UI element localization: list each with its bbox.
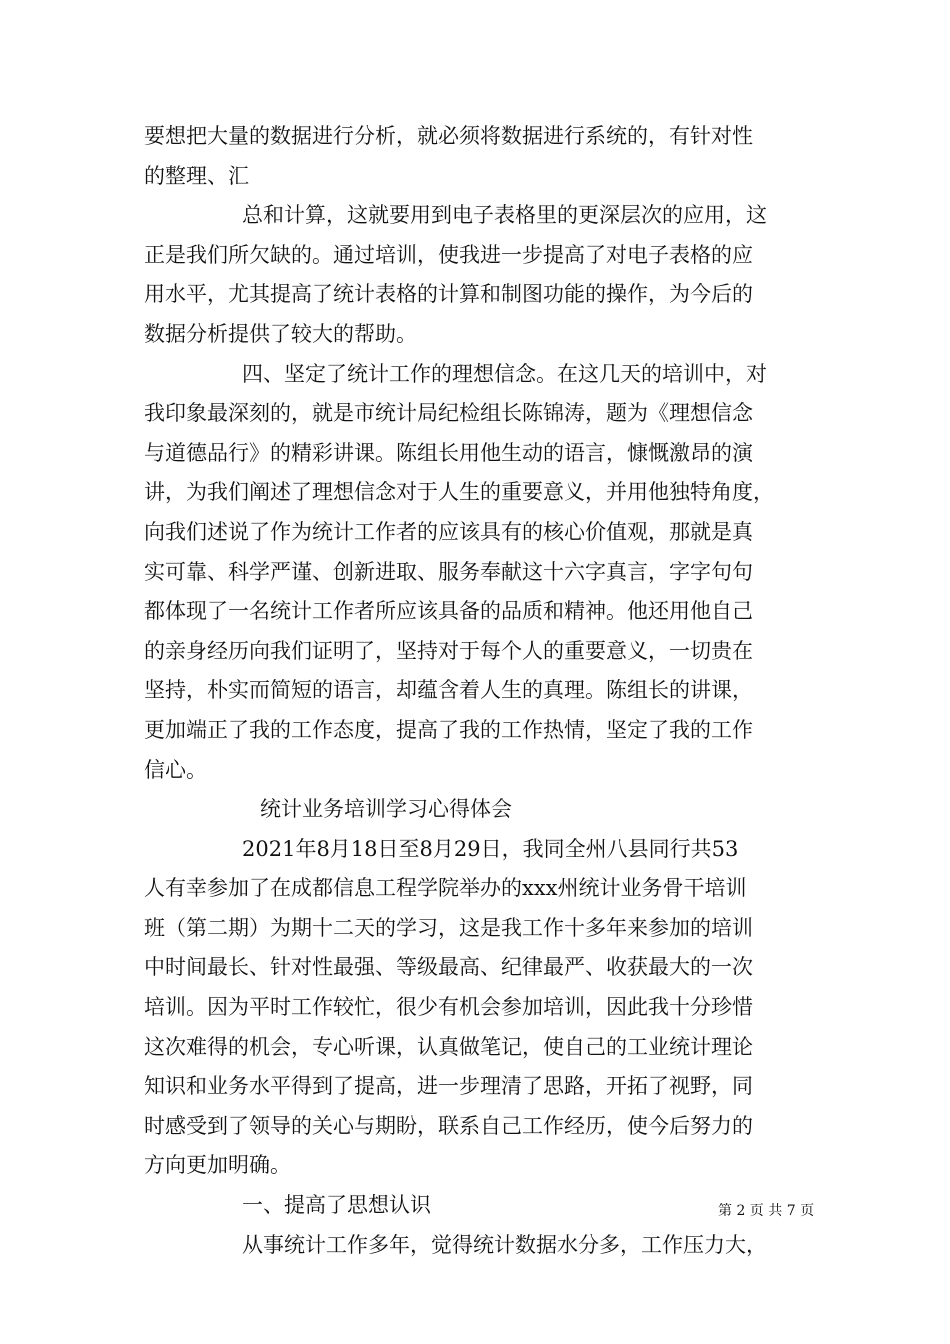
body-line: 从事统计工作多年，觉得统计数据水分多，工作压力大，	[242, 1232, 767, 1257]
body-line: 人有幸参加了在成都信息工程学院举办的xxx州统计业务骨干培训	[144, 876, 747, 901]
body-line: 班（第二期）为期十二天的学习，这是我工作十多年来参加的培训	[144, 915, 753, 940]
body-line: 实可靠、科学严谨、创新进取、服务奉献这十六字真言，字字句句	[144, 559, 753, 584]
body-line: 2021年8月18日至8月29日，我同全州八县同行共53	[242, 836, 739, 861]
body-line: 更加端正了我的工作态度，提高了我的工作热情，坚定了我的工作	[144, 717, 753, 742]
document-body	[144, 117, 824, 1265]
body-line: 用水平，尤其提高了统计表格的计算和制图功能的操作，为今后的	[144, 282, 753, 307]
article-title: 统计业务培训学习心得体会	[260, 797, 512, 822]
body-line: 与道德品行》的精彩讲课。陈组长用他生动的语言，慷慨激昂的演	[144, 440, 753, 465]
body-line: 向我们述说了作为统计工作者的应该具有的核心价值观，那就是真	[144, 519, 753, 544]
body-line: 正是我们所欠缺的。通过培训，使我进一步提高了对电子表格的应	[144, 242, 753, 267]
body-line: 总和计算，这就要用到电子表格里的更深层次的应用，这	[242, 203, 767, 228]
section-heading-line: 一、提高了思想认识	[242, 1193, 431, 1218]
body-line: 都体现了一名统计工作者所应该具备的品质和精神。他还用他自己	[144, 599, 753, 624]
body-line: 我印象最深刻的，就是市统计局纪检组长陈锦涛，题为《理想信念	[144, 401, 753, 426]
body-line: 时感受到了领导的关心与期盼，联系自己工作经历，使今后努力的	[144, 1113, 753, 1138]
body-line: 知识和业务水平得到了提高，进一步理清了思路，开拓了视野，同	[144, 1074, 753, 1099]
body-line: 培训。因为平时工作较忙，很少有机会参加培训，因此我十分珍惜	[144, 995, 753, 1020]
body-line: 讲，为我们阐述了理想信念对于人生的重要意义，并用他独特角度，	[144, 480, 774, 505]
section-heading-line: 四、坚定了统计工作的理想信念。在这几天的培训中，对	[242, 361, 767, 386]
body-line: 这次难得的机会，专心听课，认真做笔记，使自己的工业统计理论	[144, 1034, 753, 1059]
body-line: 方向更加明确。	[144, 1153, 291, 1178]
body-line: 数据分析提供了较大的帮助。	[144, 321, 417, 346]
body-line: 的亲身经历向我们证明了，坚持对于每个人的重要意义，一切贵在	[144, 638, 753, 663]
body-line: 要想把大量的数据进行分析，就必须将数据进行系统的，有针对性	[144, 124, 753, 148]
body-line: 中时间最长、针对性最强、等级最高、纪律最严、收获最大的一次	[144, 955, 753, 980]
body-line: 信心。	[144, 757, 207, 782]
body-line: 坚持，朴实而简短的语言，却蕴含着人生的真理。陈组长的讲课，	[144, 678, 753, 703]
page-number-footer: 第 2 页 共 7 页	[718, 1203, 815, 1219]
body-line: 的整理、汇	[144, 163, 249, 188]
